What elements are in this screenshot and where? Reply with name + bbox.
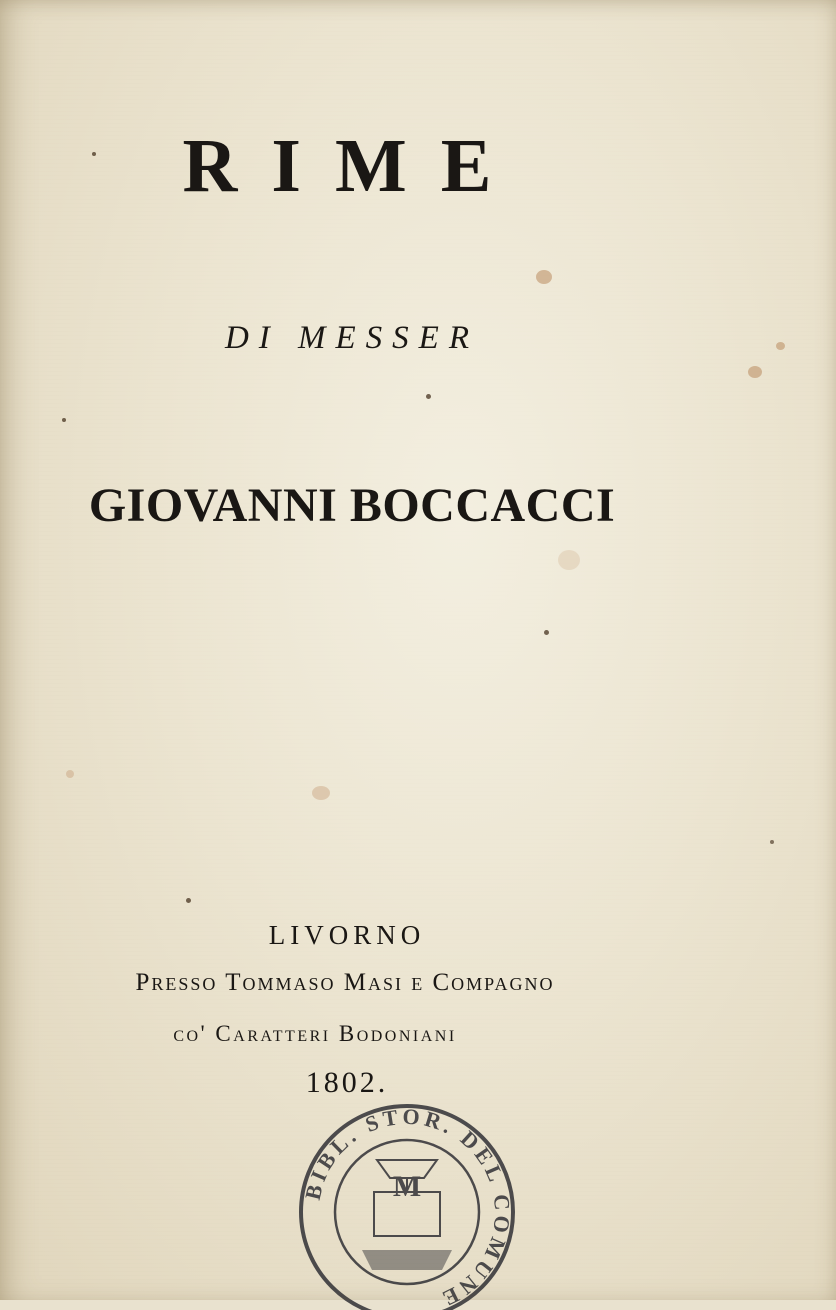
foxing-spot: [426, 394, 431, 399]
foxing-spot: [558, 550, 580, 570]
library-stamp: [292, 1100, 522, 1310]
imprint-year: 1802.: [305, 1066, 389, 1099]
foxing-spot: [544, 630, 549, 635]
foxing-spot: [536, 270, 552, 284]
author-name: GIOVANNI BOCCACCI: [88, 479, 616, 532]
foxing-spot: [748, 366, 762, 378]
foxing-spot: [186, 898, 191, 903]
stamp-ring-text: BIBL. STOR. DEL COMUNE: [299, 1103, 516, 1310]
imprint-types: co' Caratteri Bodoniani: [173, 1021, 457, 1046]
stamp-center-text: M: [392, 1170, 422, 1203]
book-subtitle: DI MESSER: [224, 320, 480, 356]
foxing-spot: [776, 342, 785, 350]
foxing-spot: [66, 770, 74, 778]
foxing-spot: [770, 840, 774, 844]
svg-text:BIBL. STOR. DEL COMUNE: [300, 1104, 516, 1310]
imprint-place: LIVORNO: [268, 920, 426, 950]
foxing-spot: [312, 786, 330, 800]
book-title: RIME: [182, 124, 526, 208]
imprint-printer: Presso Tommaso Masi e Compagno: [135, 969, 555, 996]
foxing-spot: [62, 418, 66, 422]
